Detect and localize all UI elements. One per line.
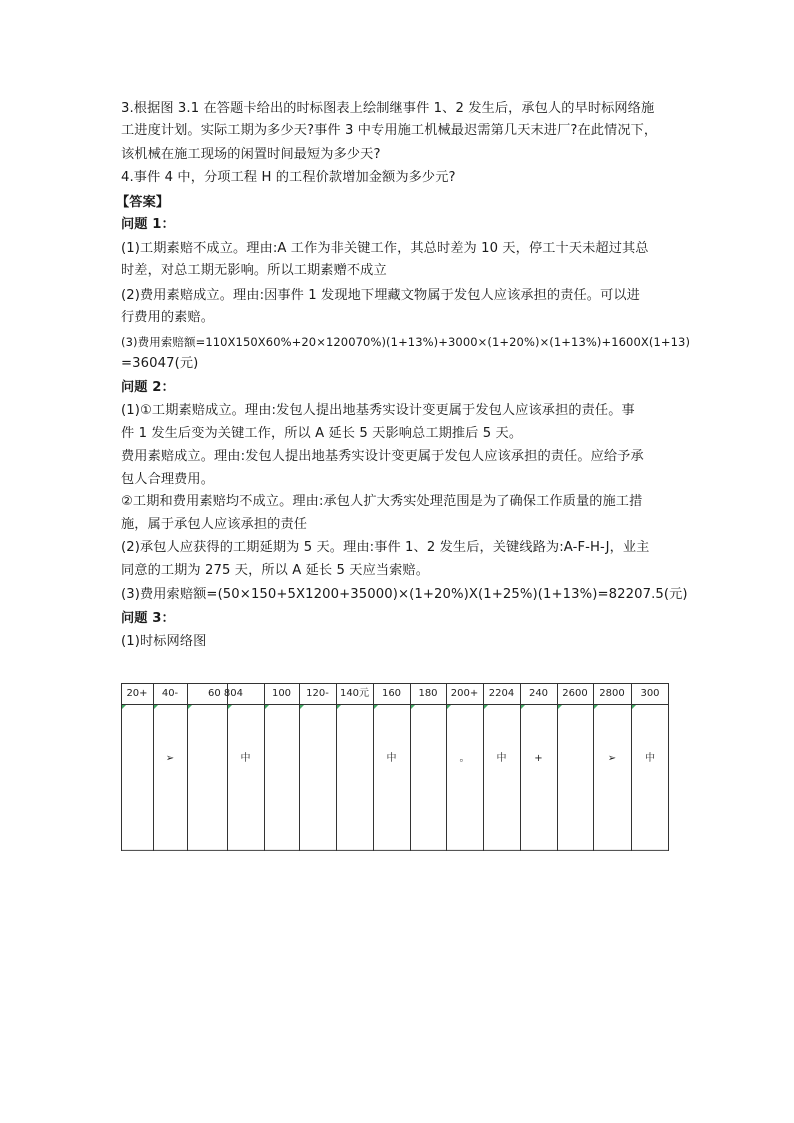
column-corner-tick bbox=[521, 705, 525, 709]
text-line: (1)①工期素赔成立。理由:发包人提出地基秀实设计变更属于发包人应该承担的责任。事 bbox=[121, 403, 635, 418]
time-scale-label: 200+ bbox=[450, 688, 479, 699]
column-corner-tick bbox=[411, 705, 415, 709]
time-scale-label: 180 bbox=[418, 688, 438, 699]
column-corner-tick bbox=[337, 705, 341, 709]
text-line: ②工期和费用素赔均不成立。理由:承包人扩大秀实处理范围是为了确保工作质量的施工措 bbox=[121, 494, 643, 509]
column-corner-tick bbox=[594, 705, 598, 709]
text-line: 4.事件 4 中，分项工程 H 的工程价款增加金额为多少元? bbox=[121, 170, 456, 185]
time-scale-label: 100 bbox=[271, 688, 292, 699]
column-corner-tick bbox=[188, 705, 192, 709]
column-corner-tick bbox=[122, 705, 126, 709]
time-scale-label: 60 804 bbox=[208, 688, 243, 699]
time-scale-label: 160 bbox=[381, 688, 402, 699]
time-scale-label: 2204 bbox=[488, 688, 515, 699]
text-line: 该机械在施工现场的闲置时间最短为多少天? bbox=[121, 147, 381, 162]
column-corner-tick bbox=[154, 705, 158, 709]
column-corner-tick bbox=[558, 705, 562, 709]
column-corner-tick bbox=[228, 705, 232, 709]
text-line: 费用素赔成立。理由:发包人提出地基秀实设计变更属于发包人应该承担的责任。应给予承 bbox=[121, 449, 644, 464]
grid-cell-mark: + bbox=[534, 753, 543, 764]
column-corner-tick bbox=[374, 705, 378, 709]
time-scale-label: 120- bbox=[306, 688, 329, 699]
text-line: 行费用的素赔。 bbox=[121, 310, 215, 325]
text-line: (2)费用素赔成立。理由:因事件 1 发现地下埋藏文物属于发包人应该承担的责任。可以进 bbox=[121, 288, 640, 303]
time-scale-label: 300 bbox=[640, 688, 660, 699]
time-scale-label: 2600 bbox=[562, 688, 588, 699]
column-corner-tick bbox=[265, 705, 269, 709]
time-scale-label: 20+ bbox=[126, 688, 148, 699]
text-line: 包人合理费用。 bbox=[121, 472, 215, 487]
time-scale-label: 40- bbox=[161, 688, 179, 699]
grid-cell-mark: 中 bbox=[386, 753, 397, 764]
grid-cell-mark: 中 bbox=[645, 753, 655, 764]
grid-cell-mark: 。 bbox=[459, 753, 470, 764]
time-scale-label: 2800 bbox=[599, 688, 625, 699]
text-line: 件 1 发生后变为关键工作，所以 A 延长 5 天影响总工期推后 5 天。 bbox=[121, 426, 523, 441]
grid-cell-mark: ➢ bbox=[607, 753, 617, 764]
text-line: (1)时标网络图 bbox=[121, 634, 207, 649]
time-scale-label: 240 bbox=[528, 688, 549, 699]
column-corner-tick bbox=[447, 705, 451, 709]
grid-cell-mark: 中 bbox=[496, 753, 507, 764]
timescale-network-grid bbox=[121, 683, 669, 851]
grid-cell-mark: ➢ bbox=[165, 753, 175, 764]
text-line: (2)承包人应获得的工期延期为 5 天。理由:事件 1、2 发生后，关键线路为:A-F-H-J，业主 bbox=[121, 540, 650, 555]
column-corner-tick bbox=[484, 705, 488, 709]
column-corner-tick bbox=[632, 705, 636, 709]
text-line: =36047(元) bbox=[121, 356, 199, 371]
text-line: 时差，对总工期无影响。所以工期素赠不成立 bbox=[121, 263, 387, 278]
text-line: (1)工期素赔不成立。理由:A 工作为非关键工作，其总时差为 10 天，停工十天未超过其总 bbox=[121, 241, 649, 256]
text-line: 同意的工期为 275 天，所以 A 延长 5 天应当索赔。 bbox=[121, 563, 430, 578]
time-scale-label: 140元 bbox=[339, 688, 370, 699]
text-line: 工进度计划。实际工期为多少天?事件 3 中专用施工机械最迟需第几天末进厂?在此情况下， bbox=[121, 123, 658, 138]
text-line: 3.根据图 3.1 在答题卡给出的时标图表上绘制继事件 1、2 发生后，承包人的早时标网络施 bbox=[121, 101, 655, 116]
grid-cell-mark: 中 bbox=[240, 753, 251, 764]
section-heading: 问题 2： bbox=[121, 380, 175, 395]
column-corner-tick bbox=[300, 705, 304, 709]
section-heading: 问题 1： bbox=[121, 217, 175, 232]
text-line: (3)费用索赔额=110X150X60%+20×120070%)(1+13%)+3000×(1+20%)×(1+13%)+1600X(1+13) bbox=[121, 335, 691, 349]
section-heading: 问题 3： bbox=[121, 611, 175, 626]
text-line: (3)费用索赔额=(50×150+5X1200+35000)×(1+20%)X(1+25%)(1+13%)=82207.5(元) bbox=[121, 587, 688, 602]
section-heading: 【答案】 bbox=[116, 195, 170, 210]
text-line: 施，属于承包人应该承担的责任 bbox=[121, 517, 308, 532]
